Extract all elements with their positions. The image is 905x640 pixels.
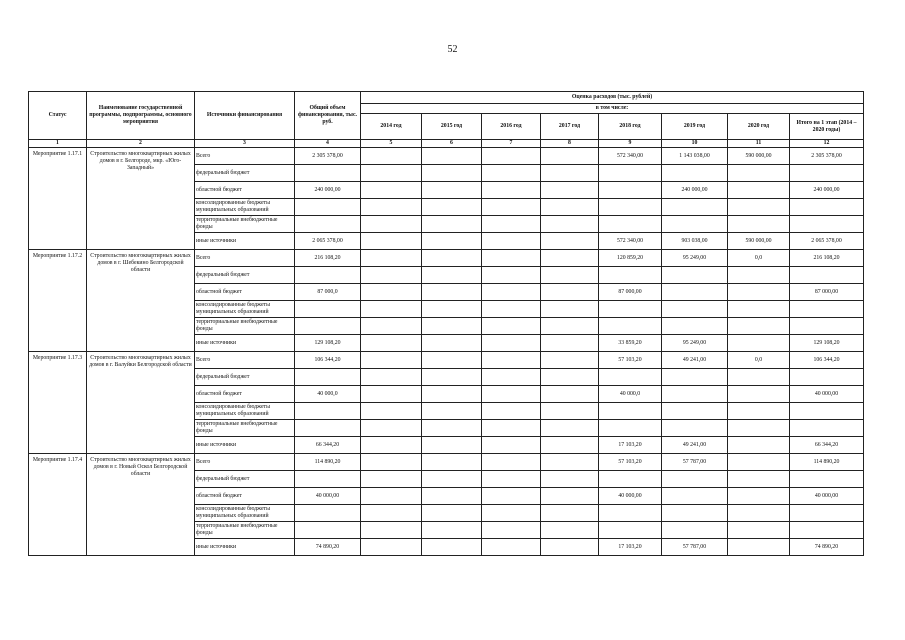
year-cell xyxy=(541,199,599,216)
source-cell: иные источники xyxy=(195,539,295,556)
year-cell xyxy=(541,352,599,369)
year-cell xyxy=(482,420,541,437)
year-cell xyxy=(541,318,599,335)
year-cell xyxy=(361,335,422,352)
column-number: 2 xyxy=(87,140,195,148)
year-2018-cell xyxy=(599,165,662,182)
year-cell xyxy=(541,522,599,539)
header-year: 2020 год xyxy=(728,114,790,140)
year-2019-cell: 1 143 038,00 xyxy=(662,148,728,165)
total-cell xyxy=(295,369,361,386)
year-2019-cell: 49 241,00 xyxy=(662,352,728,369)
year-cell xyxy=(422,522,482,539)
source-cell: областной бюджет xyxy=(195,386,295,403)
stage-total-cell: 106 344,20 xyxy=(790,352,864,369)
header-year: 2014 год xyxy=(361,114,422,140)
year-2020-cell xyxy=(728,335,790,352)
year-cell xyxy=(361,488,422,505)
year-cell xyxy=(422,250,482,267)
year-cell xyxy=(541,165,599,182)
year-cell xyxy=(541,301,599,318)
total-cell: 87 000,0 xyxy=(295,284,361,301)
year-2019-cell xyxy=(662,471,728,488)
name-cell: Строительство многоквартирных жилых домов в г. Новый Оскол Белгородской области xyxy=(87,454,195,556)
stage-total-cell: 2 305 378,00 xyxy=(790,148,864,165)
total-cell: 40 000,00 xyxy=(295,488,361,505)
total-cell: 106 344,20 xyxy=(295,352,361,369)
year-2019-cell xyxy=(662,505,728,522)
status-cell: Мероприятие 1.17.1 xyxy=(29,148,87,250)
year-2018-cell xyxy=(599,369,662,386)
year-2020-cell xyxy=(728,199,790,216)
year-cell xyxy=(422,488,482,505)
total-cell: 129 108,20 xyxy=(295,335,361,352)
year-cell xyxy=(482,267,541,284)
total-cell xyxy=(295,301,361,318)
source-cell: федеральный бюджет xyxy=(195,165,295,182)
year-2020-cell xyxy=(728,318,790,335)
year-2020-cell: 0,0 xyxy=(728,352,790,369)
stage-total-cell: 2 065 378,00 xyxy=(790,233,864,250)
header-year: 2019 год xyxy=(662,114,728,140)
year-2019-cell xyxy=(662,488,728,505)
total-cell: 2 065 378,00 xyxy=(295,233,361,250)
year-2018-cell: 40 000,00 xyxy=(599,488,662,505)
year-cell xyxy=(422,182,482,199)
header-year: 2017 год xyxy=(541,114,599,140)
total-cell: 114 890,20 xyxy=(295,454,361,471)
total-cell xyxy=(295,420,361,437)
total-cell xyxy=(295,403,361,420)
column-number-row xyxy=(29,140,864,148)
year-cell xyxy=(422,454,482,471)
source-cell: Всего xyxy=(195,148,295,165)
year-cell xyxy=(361,352,422,369)
year-2019-cell: 57 787,00 xyxy=(662,454,728,471)
year-cell xyxy=(541,471,599,488)
year-cell xyxy=(422,216,482,233)
year-cell xyxy=(541,505,599,522)
year-cell xyxy=(361,403,422,420)
header-source: Источники финансирования xyxy=(195,92,295,140)
stage-total-cell xyxy=(790,420,864,437)
year-cell xyxy=(482,437,541,454)
stage-total-cell xyxy=(790,301,864,318)
year-2020-cell xyxy=(728,386,790,403)
year-cell xyxy=(361,505,422,522)
year-2020-cell xyxy=(728,522,790,539)
year-cell xyxy=(422,165,482,182)
year-cell xyxy=(422,318,482,335)
year-cell xyxy=(361,199,422,216)
year-cell xyxy=(422,233,482,250)
year-2018-cell: 17 103,20 xyxy=(599,539,662,556)
year-2019-cell xyxy=(662,301,728,318)
stage-total-cell xyxy=(790,216,864,233)
year-2018-cell: 572 340,00 xyxy=(599,233,662,250)
year-2018-cell: 57 103,20 xyxy=(599,454,662,471)
stage-total-cell: 240 000,00 xyxy=(790,182,864,199)
year-cell xyxy=(361,233,422,250)
column-number: 3 xyxy=(195,140,295,148)
year-2019-cell xyxy=(662,216,728,233)
source-cell: иные источники xyxy=(195,335,295,352)
year-2018-cell xyxy=(599,403,662,420)
year-cell xyxy=(361,386,422,403)
year-cell xyxy=(541,369,599,386)
year-2019-cell: 57 787,00 xyxy=(662,539,728,556)
year-cell xyxy=(361,267,422,284)
header-year: 2018 год xyxy=(599,114,662,140)
total-cell: 40 000,0 xyxy=(295,386,361,403)
stage-total-cell: 216 108,20 xyxy=(790,250,864,267)
stage-total-cell: 87 000,00 xyxy=(790,284,864,301)
header-name: Наименование государственной программы, подпрограммы, основного мероприятия xyxy=(87,92,195,140)
source-cell: территориальные внебюджетные фонды xyxy=(195,522,295,539)
table-row xyxy=(29,352,864,369)
source-cell: иные источники xyxy=(195,233,295,250)
header-estimate: Оценка расходов (тыс. рублей) xyxy=(361,92,864,104)
source-cell: федеральный бюджет xyxy=(195,267,295,284)
total-cell: 216 108,20 xyxy=(295,250,361,267)
year-2018-cell xyxy=(599,420,662,437)
year-cell xyxy=(541,267,599,284)
table-row xyxy=(29,250,864,267)
table-header xyxy=(29,92,864,148)
year-cell xyxy=(422,199,482,216)
year-2018-cell xyxy=(599,182,662,199)
year-cell xyxy=(361,182,422,199)
stage-total-cell xyxy=(790,505,864,522)
year-cell xyxy=(482,471,541,488)
source-cell: консолидированные бюджеты муниципальных образований xyxy=(195,403,295,420)
year-2019-cell xyxy=(662,165,728,182)
year-2018-cell xyxy=(599,267,662,284)
year-2019-cell xyxy=(662,284,728,301)
column-number: 10 xyxy=(662,140,728,148)
year-cell xyxy=(422,301,482,318)
year-cell xyxy=(482,352,541,369)
year-2019-cell xyxy=(662,522,728,539)
status-cell: Мероприятие 1.17.2 xyxy=(29,250,87,352)
source-cell: областной бюджет xyxy=(195,284,295,301)
year-cell xyxy=(482,301,541,318)
year-cell xyxy=(422,284,482,301)
year-2019-cell xyxy=(662,420,728,437)
year-cell xyxy=(422,267,482,284)
stage-total-cell xyxy=(790,369,864,386)
year-2020-cell xyxy=(728,471,790,488)
source-cell: Всего xyxy=(195,250,295,267)
year-cell xyxy=(361,301,422,318)
stage-total-cell: 40 000,00 xyxy=(790,386,864,403)
year-cell xyxy=(541,335,599,352)
year-cell xyxy=(482,386,541,403)
year-2020-cell xyxy=(728,284,790,301)
year-cell xyxy=(361,437,422,454)
table-body xyxy=(29,148,864,556)
year-cell xyxy=(541,284,599,301)
year-2018-cell: 17 103,20 xyxy=(599,437,662,454)
year-cell xyxy=(422,352,482,369)
year-cell xyxy=(482,522,541,539)
year-2018-cell xyxy=(599,505,662,522)
year-2018-cell: 120 859,20 xyxy=(599,250,662,267)
name-cell: Строительство многоквартирных жилых домов в г. Валуйки Белгородской области xyxy=(87,352,195,454)
total-cell xyxy=(295,505,361,522)
year-2018-cell xyxy=(599,522,662,539)
year-cell xyxy=(482,539,541,556)
year-cell xyxy=(541,148,599,165)
year-2020-cell xyxy=(728,301,790,318)
column-number: 7 xyxy=(482,140,541,148)
year-2020-cell xyxy=(728,488,790,505)
year-cell xyxy=(422,420,482,437)
budget-table xyxy=(28,91,864,556)
year-2020-cell xyxy=(728,437,790,454)
year-cell xyxy=(361,284,422,301)
year-cell xyxy=(482,403,541,420)
year-cell xyxy=(541,539,599,556)
column-number: 12 xyxy=(790,140,864,148)
name-cell: Строительство многоквартирных жилых домов в г. Шебекино Белгородской области xyxy=(87,250,195,352)
total-cell xyxy=(295,318,361,335)
year-2018-cell: 57 103,20 xyxy=(599,352,662,369)
year-cell xyxy=(422,505,482,522)
year-2020-cell xyxy=(728,454,790,471)
year-cell xyxy=(361,318,422,335)
year-cell xyxy=(422,539,482,556)
year-2018-cell xyxy=(599,471,662,488)
header-status: Статус xyxy=(29,92,87,140)
year-2019-cell: 240 000,00 xyxy=(662,182,728,199)
year-cell xyxy=(541,250,599,267)
total-cell: 240 000,00 xyxy=(295,182,361,199)
year-2019-cell: 903 038,00 xyxy=(662,233,728,250)
year-2019-cell xyxy=(662,267,728,284)
year-2020-cell xyxy=(728,182,790,199)
year-2020-cell xyxy=(728,539,790,556)
stage-total-cell xyxy=(790,199,864,216)
total-cell xyxy=(295,216,361,233)
source-cell: иные источники xyxy=(195,437,295,454)
year-2020-cell: 0,0 xyxy=(728,250,790,267)
column-number: 8 xyxy=(541,140,599,148)
year-cell xyxy=(482,369,541,386)
source-cell: территориальные внебюджетные фонды xyxy=(195,216,295,233)
year-cell xyxy=(541,437,599,454)
column-number: 9 xyxy=(599,140,662,148)
year-2018-cell xyxy=(599,301,662,318)
year-2018-cell xyxy=(599,199,662,216)
year-2019-cell: 95 249,00 xyxy=(662,250,728,267)
year-cell xyxy=(422,471,482,488)
year-cell xyxy=(482,233,541,250)
year-cell xyxy=(422,369,482,386)
year-2020-cell xyxy=(728,420,790,437)
total-cell xyxy=(295,267,361,284)
total-cell xyxy=(295,199,361,216)
year-2019-cell xyxy=(662,403,728,420)
year-cell xyxy=(361,165,422,182)
total-cell: 66 344,20 xyxy=(295,437,361,454)
year-cell xyxy=(482,250,541,267)
year-cell xyxy=(361,369,422,386)
year-2020-cell xyxy=(728,369,790,386)
column-number: 4 xyxy=(295,140,361,148)
year-cell xyxy=(482,488,541,505)
stage-total-cell: 40 000,00 xyxy=(790,488,864,505)
year-cell xyxy=(361,420,422,437)
column-number: 1 xyxy=(29,140,87,148)
year-2020-cell: 590 000,00 xyxy=(728,148,790,165)
total-cell xyxy=(295,471,361,488)
stage-total-cell xyxy=(790,318,864,335)
year-2018-cell xyxy=(599,318,662,335)
column-number: 6 xyxy=(422,140,482,148)
year-2019-cell: 49 241,00 xyxy=(662,437,728,454)
year-cell xyxy=(361,216,422,233)
name-cell: Строительство многоквартирных жилых домов в г. Белгороде, мкр. «Юго-Западный» xyxy=(87,148,195,250)
year-2019-cell xyxy=(662,318,728,335)
table-row xyxy=(29,148,864,165)
year-cell xyxy=(422,437,482,454)
year-cell xyxy=(541,454,599,471)
status-cell: Мероприятие 1.17.3 xyxy=(29,352,87,454)
year-cell xyxy=(422,148,482,165)
stage-total-cell: 66 344,20 xyxy=(790,437,864,454)
total-cell xyxy=(295,522,361,539)
year-cell xyxy=(361,148,422,165)
year-2018-cell: 33 859,20 xyxy=(599,335,662,352)
year-cell xyxy=(541,403,599,420)
source-cell: федеральный бюджет xyxy=(195,471,295,488)
source-cell: консолидированные бюджеты муниципальных образований xyxy=(195,199,295,216)
year-cell xyxy=(482,199,541,216)
stage-total-cell xyxy=(790,267,864,284)
year-cell xyxy=(361,454,422,471)
year-2019-cell xyxy=(662,386,728,403)
stage-total-cell xyxy=(790,165,864,182)
year-2020-cell xyxy=(728,165,790,182)
source-cell: Всего xyxy=(195,454,295,471)
year-2018-cell xyxy=(599,216,662,233)
year-2020-cell xyxy=(728,267,790,284)
header-year: 2015 год xyxy=(422,114,482,140)
year-cell xyxy=(361,539,422,556)
source-cell: консолидированные бюджеты муниципальных образований xyxy=(195,301,295,318)
table-row xyxy=(29,454,864,471)
year-cell xyxy=(482,505,541,522)
year-cell xyxy=(422,335,482,352)
year-2020-cell: 590 000,00 xyxy=(728,233,790,250)
year-cell xyxy=(482,318,541,335)
year-cell xyxy=(482,182,541,199)
year-cell xyxy=(482,148,541,165)
stage-total-cell xyxy=(790,522,864,539)
total-cell: 2 305 378,00 xyxy=(295,148,361,165)
year-cell xyxy=(422,386,482,403)
year-2019-cell xyxy=(662,369,728,386)
year-2018-cell: 572 340,00 xyxy=(599,148,662,165)
source-cell: областной бюджет xyxy=(195,488,295,505)
header-year: 2016 год xyxy=(482,114,541,140)
source-cell: федеральный бюджет xyxy=(195,369,295,386)
year-2020-cell xyxy=(728,505,790,522)
stage-total-cell: 74 890,20 xyxy=(790,539,864,556)
year-2020-cell xyxy=(728,216,790,233)
year-cell xyxy=(361,250,422,267)
header-stage-total: Итого на 1 этап (2014 – 2020 годы) xyxy=(790,114,864,140)
source-cell: областной бюджет xyxy=(195,182,295,199)
column-number: 5 xyxy=(361,140,422,148)
year-2018-cell: 40 000,0 xyxy=(599,386,662,403)
year-cell xyxy=(541,488,599,505)
year-cell xyxy=(482,165,541,182)
stage-total-cell xyxy=(790,403,864,420)
year-2019-cell xyxy=(662,199,728,216)
year-2018-cell: 87 000,00 xyxy=(599,284,662,301)
header-including: в том числе: xyxy=(361,104,864,114)
year-cell xyxy=(541,216,599,233)
total-cell: 74 890,20 xyxy=(295,539,361,556)
source-cell: территориальные внебюджетные фонды xyxy=(195,420,295,437)
stage-total-cell: 129 108,20 xyxy=(790,335,864,352)
year-cell xyxy=(541,182,599,199)
year-cell xyxy=(361,522,422,539)
source-cell: Всего xyxy=(195,352,295,369)
year-2019-cell: 95 249,00 xyxy=(662,335,728,352)
year-cell xyxy=(541,233,599,250)
year-cell xyxy=(482,216,541,233)
source-cell: территориальные внебюджетные фонды xyxy=(195,318,295,335)
total-cell xyxy=(295,165,361,182)
stage-total-cell: 114 890,20 xyxy=(790,454,864,471)
header-total: Общий объем финансирования, тыс. руб. xyxy=(295,92,361,140)
year-cell xyxy=(482,454,541,471)
year-2020-cell xyxy=(728,403,790,420)
year-cell xyxy=(482,284,541,301)
status-cell: Мероприятие 1.17.4 xyxy=(29,454,87,556)
year-cell xyxy=(541,386,599,403)
year-cell xyxy=(541,420,599,437)
column-number: 11 xyxy=(728,140,790,148)
page-number: 52 xyxy=(447,44,458,55)
stage-total-cell xyxy=(790,471,864,488)
year-cell xyxy=(361,471,422,488)
year-cell xyxy=(422,403,482,420)
year-cell xyxy=(482,335,541,352)
source-cell: консолидированные бюджеты муниципальных образований xyxy=(195,505,295,522)
